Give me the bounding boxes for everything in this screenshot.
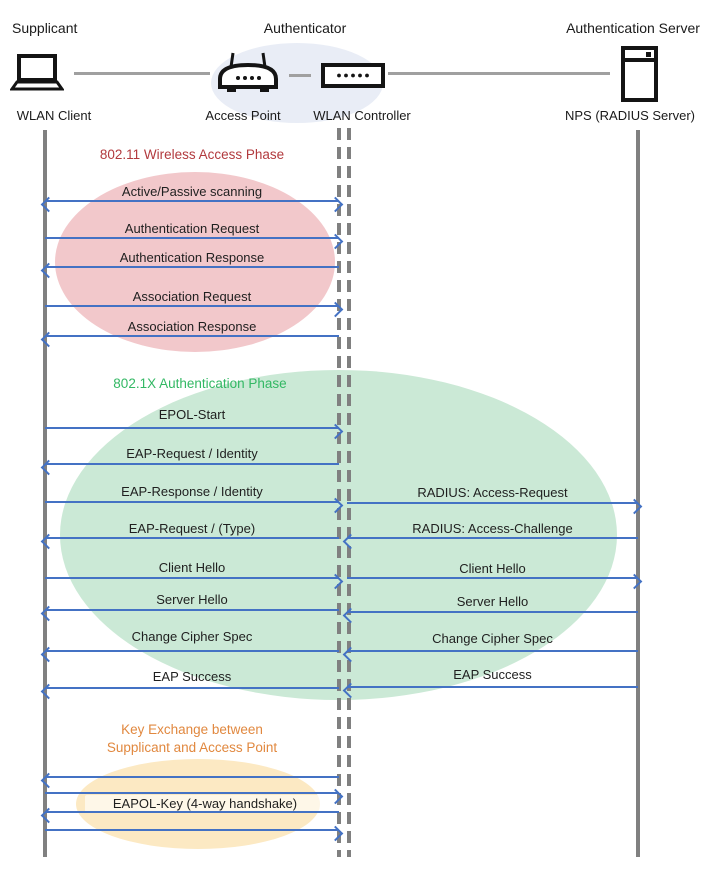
label-active-passive-scanning: Active/Passive scanning xyxy=(121,184,263,199)
arrow-client-hello-left xyxy=(45,577,339,579)
arrow-eap-response-identity xyxy=(45,501,339,503)
label-association-request: Association Request xyxy=(132,289,252,304)
label-client-hello-left: Client Hello xyxy=(158,560,226,575)
arrow-eap-request-identity xyxy=(45,463,339,465)
arrow-epol-start xyxy=(45,427,339,429)
label-epol-start: EPOL-Start xyxy=(158,407,226,422)
arrow-radius-access-request xyxy=(347,502,638,504)
label-eap-request-type: EAP-Request / (Type) xyxy=(128,521,256,536)
phase3-title-line2: Supplicant and Access Point xyxy=(106,740,278,755)
label-client-hello-right: Client Hello xyxy=(459,561,526,576)
laptop-icon xyxy=(10,53,64,93)
arrow-eap-success-left xyxy=(45,687,339,689)
arrow-association-response xyxy=(45,335,339,337)
arrow-client-hello-right xyxy=(347,577,638,579)
device-label-wlan-client: WLAN Client xyxy=(16,108,92,123)
connector-ap-controller xyxy=(289,74,311,77)
label-eap-success-left: EAP Success xyxy=(152,669,232,684)
arrow-server-hello-right xyxy=(347,611,638,613)
phase3-title-line1: Key Exchange between xyxy=(121,722,263,737)
label-authentication-response: Authentication Response xyxy=(119,250,265,265)
label-eap-success-right: EAP Success xyxy=(453,667,532,682)
device-label-wlan-controller: WLAN Controller xyxy=(313,108,411,123)
arrow-eapol-key-2 xyxy=(45,792,339,794)
arrow-change-cipher-spec-left xyxy=(45,650,339,652)
device-label-nps-radius-server: NPS (RADIUS Server) xyxy=(564,108,696,123)
device-label-access-point: Access Point xyxy=(205,108,281,123)
connector-client-ap xyxy=(74,72,210,75)
server-icon xyxy=(621,46,658,102)
arrow-authentication-response xyxy=(45,266,339,268)
label-eap-response-identity: EAP-Response / Identity xyxy=(121,484,263,499)
role-label-supplicant: Supplicant xyxy=(12,20,78,36)
label-server-hello-left: Server Hello xyxy=(156,592,228,607)
arrow-change-cipher-spec-right xyxy=(347,650,638,652)
arrow-eap-request-type xyxy=(45,537,339,539)
label-server-hello-right: Server Hello xyxy=(456,594,529,609)
phase2-title: 802.1X Authentication Phase xyxy=(113,376,287,391)
label-change-cipher-spec-right: Change Cipher Spec xyxy=(432,631,553,646)
label-association-response: Association Response xyxy=(127,319,257,334)
arrow-authentication-request xyxy=(45,237,339,239)
label-radius-access-request: RADIUS: Access-Request xyxy=(417,485,568,500)
access-point-icon xyxy=(216,50,280,95)
role-label-authentication-server: Authentication Server xyxy=(566,20,700,36)
label-change-cipher-spec-left: Change Cipher Spec xyxy=(131,629,253,644)
phase1-title: 802.11 Wireless Access Phase xyxy=(99,147,285,162)
wlan-controller-icon xyxy=(321,63,385,88)
label-eap-request-identity: EAP-Request / Identity xyxy=(126,446,258,461)
arrow-eapol-key-3 xyxy=(45,811,339,813)
label-eapol-key-handshake: EAPOL-Key (4-way handshake) xyxy=(85,795,325,812)
arrow-server-hello-left xyxy=(45,609,339,611)
arrow-eap-success-right xyxy=(347,686,638,688)
arrow-eapol-key-4 xyxy=(45,829,339,831)
role-label-authenticator: Authenticator xyxy=(263,20,347,36)
label-authentication-request: Authentication Request xyxy=(124,221,260,236)
arrow-association-request xyxy=(45,305,339,307)
arrow-eapol-key-1 xyxy=(45,776,339,778)
arrow-active-passive-scanning xyxy=(45,200,339,202)
label-radius-access-challenge: RADIUS: Access-Challenge xyxy=(412,521,573,536)
arrow-radius-access-challenge xyxy=(347,537,638,539)
connector-controller-server xyxy=(388,72,610,75)
